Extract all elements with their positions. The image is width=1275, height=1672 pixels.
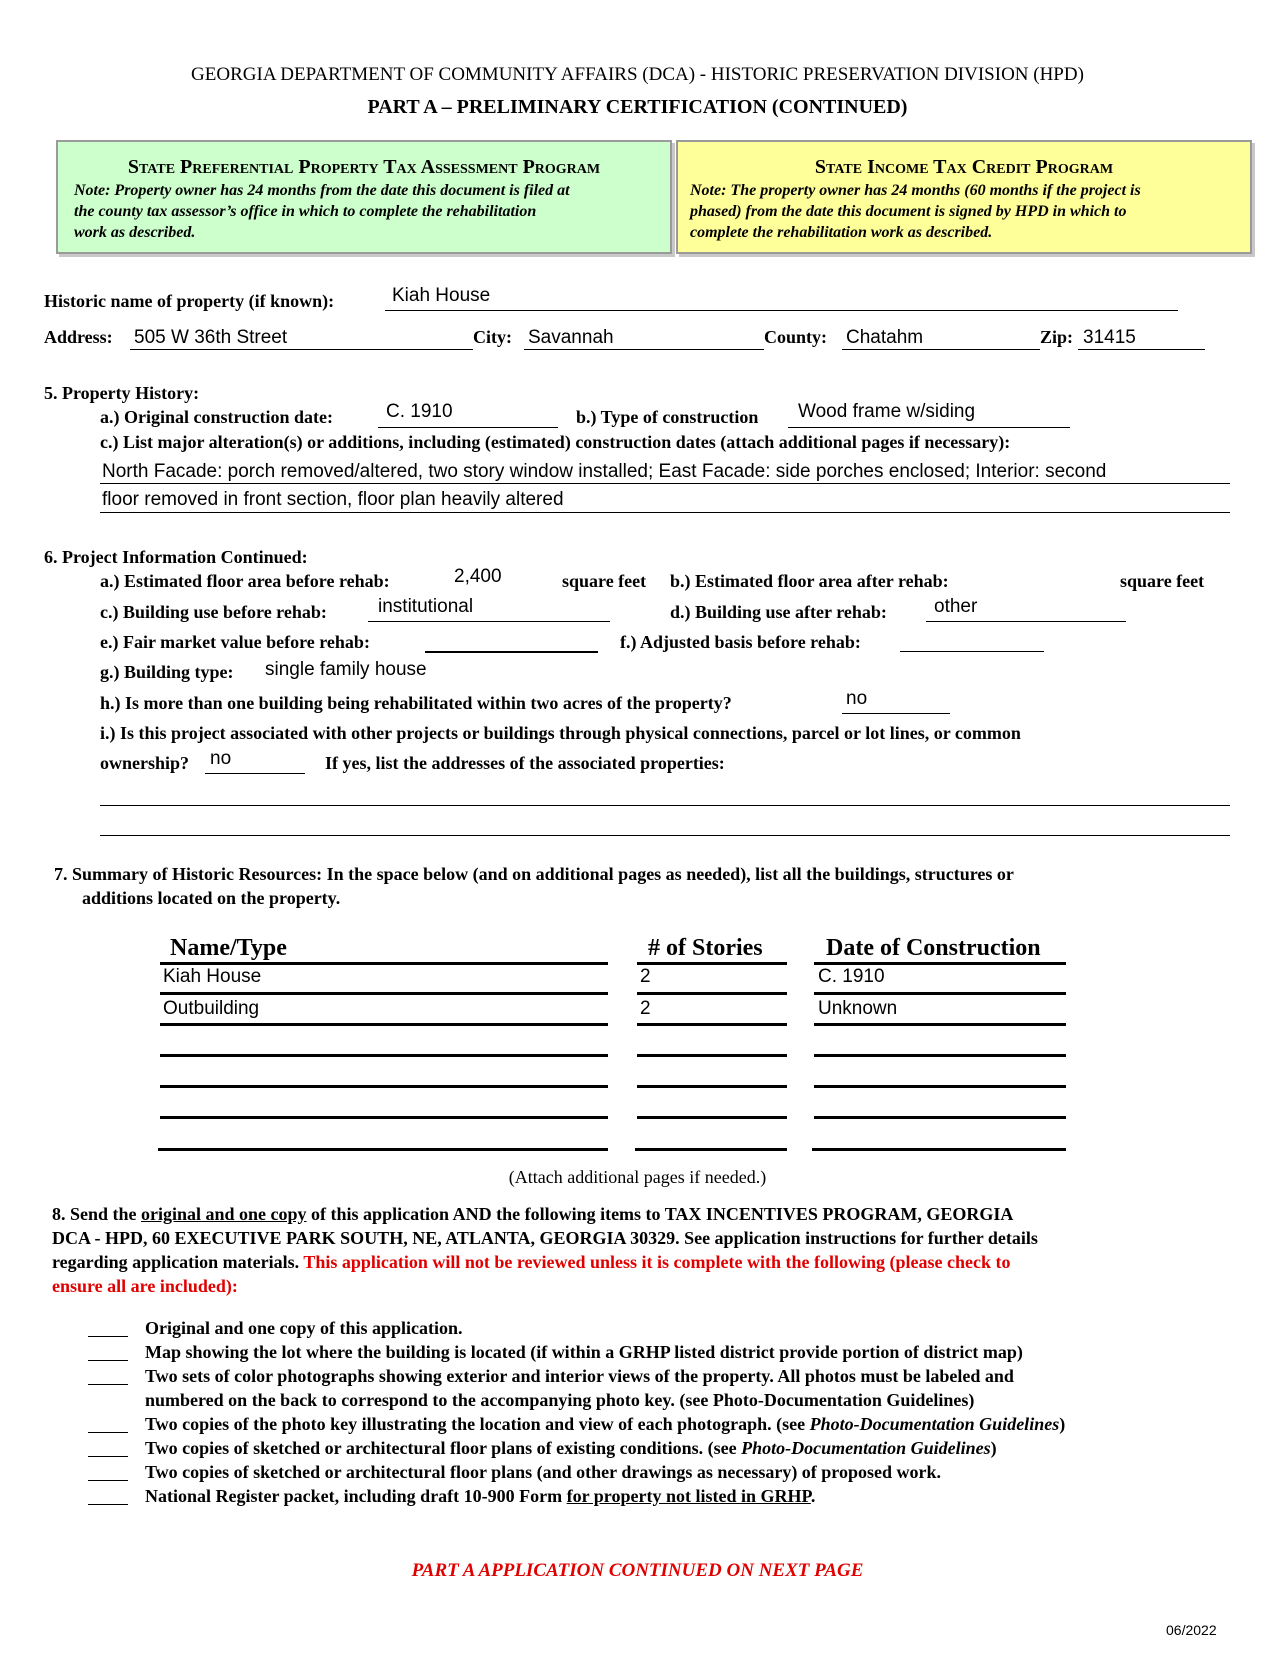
- ownership-label: ownership?: [100, 753, 190, 773]
- address-label: Address:: [44, 327, 113, 347]
- continued-notice: PART A APPLICATION CONTINUED ON NEXT PAGE: [411, 1560, 864, 1581]
- market-value-label: e.) Fair market value before rehab:: [100, 632, 370, 652]
- resource-name-1[interactable]: Kiah House: [163, 966, 262, 987]
- send-line2: DCA - HPD, 60 EXECUTIVE PARK SOUTH, NE, ATLANTA, GEORGIA 30329. See application instructions for further details: [52, 1228, 1038, 1248]
- send-line3-red: This application will not be reviewed unless it is complete with the following (please check to: [303, 1252, 1011, 1272]
- building-type-label: g.) Building type:: [100, 662, 234, 682]
- col-stories: # of Stories: [648, 935, 763, 961]
- send-line1: of this application AND the following items to TAX INCENTIVES PROGRAM, GEORGIA: [306, 1204, 1014, 1224]
- construction-date-field[interactable]: C. 1910: [386, 401, 453, 422]
- project-info-heading: 6. Project Information Continued:: [44, 547, 308, 567]
- preferential-assessment-title: State Preferential Property Tax Assessment Program: [127, 156, 601, 178]
- use-before-label: c.) Building use before rehab:: [100, 602, 327, 622]
- resource-date-1[interactable]: C. 1910: [818, 966, 885, 987]
- income-note-line1: Note: The property owner has 24 months (60 months if the project is: [690, 182, 1141, 199]
- multiple-buildings-field[interactable]: no: [846, 688, 868, 709]
- use-after-field[interactable]: other: [934, 596, 978, 617]
- square-feet-label-b: square feet: [1120, 571, 1205, 591]
- associated-address-line-1[interactable]: [100, 805, 1230, 806]
- checklist-item-5: Two copies of sketched or architectural floor plans of existing conditions. (see Photo-Documentation Guidelines): [145, 1438, 997, 1458]
- address-field[interactable]: 505 W 36th Street: [134, 327, 288, 348]
- use-after-label: d.) Building use after rehab:: [670, 602, 887, 622]
- checklist-item-3: Two sets of color photographs showing exterior and interior views of the property. All photos must be labeled and: [145, 1366, 1014, 1386]
- building-type-field[interactable]: single family house: [265, 659, 427, 680]
- associated-address-line-2[interactable]: [100, 835, 1230, 836]
- floor-area-after-label: b.) Estimated floor area after rehab:: [670, 571, 949, 591]
- resource-stories-1[interactable]: 2: [640, 966, 651, 987]
- send-line4-red: ensure all are included):: [52, 1276, 238, 1296]
- checkbox-line-4[interactable]: [88, 1432, 128, 1433]
- adjusted-basis-label: f.) Adjusted basis before rehab:: [620, 632, 861, 652]
- checklist-item-3-line2: numbered on the back to correspond to the accompanying photo key. (see Photo-Documentation Guidelines): [145, 1390, 975, 1410]
- construction-type-field[interactable]: Wood frame w/siding: [798, 401, 976, 422]
- col-name-type: Name/Type: [170, 935, 287, 961]
- historic-resources-heading: 7. Summary of Historic Resources: In the space below (and on additional pages as needed), list all the buildings, structures or: [54, 864, 1014, 884]
- checklist-item-7: National Register packet, including draft 10-900 Form for property not listed in GRHP.: [145, 1486, 816, 1506]
- preferential-note-line1: Note: Property owner has 24 months from the date this document is filed at: [74, 182, 570, 199]
- preferential-note-line3: work as described.: [74, 224, 196, 241]
- send-line3-black: regarding application materials.: [52, 1252, 304, 1272]
- attach-note: (Attach additional pages if needed.): [508, 1167, 767, 1187]
- checkbox-line-2[interactable]: [88, 1360, 128, 1361]
- checklist-item-1: Original and one copy of this application.: [145, 1318, 463, 1338]
- historic-resources-heading-line2: additions located on the property.: [82, 888, 341, 908]
- checkbox-line-5[interactable]: [88, 1456, 128, 1457]
- alterations-line2[interactable]: floor removed in front section, floor plan heavily altered: [102, 489, 564, 510]
- county-field[interactable]: Chatahm: [846, 327, 924, 348]
- col-date-construction: Date of Construction: [826, 935, 1041, 961]
- historic-name-field[interactable]: Kiah House: [392, 285, 491, 306]
- part-title: PART A – PRELIMINARY CERTIFICATION (CONTINUED): [367, 96, 908, 118]
- income-tax-credit-title: State Income Tax Credit Program: [814, 156, 1114, 178]
- send-underlined: original and one copy: [141, 1204, 307, 1224]
- checklist-item-6: Two copies of sketched or architectural floor plans (and other drawings as necessary) of proposed work.: [145, 1462, 941, 1482]
- agency-header: GEORGIA DEPARTMENT OF COMMUNITY AFFAIRS (DCA) - HISTORIC PRESERVATION DIVISION (HPD): [191, 64, 1084, 85]
- city-label: City:: [473, 327, 512, 347]
- checkbox-line-6[interactable]: [88, 1480, 128, 1481]
- zip-field[interactable]: 31415: [1083, 327, 1136, 348]
- multiple-buildings-label: h.) Is more than one building being rehabilitated within two acres of the property?: [100, 693, 732, 713]
- checklist-item-2: Map showing the lot where the building is located (if within a GRHP listed district provide portion of district map): [145, 1342, 1023, 1362]
- alterations-label: c.) List major alteration(s) or additions, including (estimated) construction dates (attach additional pages if necessary):: [100, 432, 1011, 452]
- county-label: County:: [764, 327, 828, 347]
- zip-label: Zip:: [1040, 327, 1074, 347]
- resource-name-2[interactable]: Outbuilding: [163, 998, 260, 1019]
- construction-date-label: a.) Original construction date:: [100, 407, 333, 427]
- associated-projects-label: i.) Is this project associated with other projects or buildings through physical connections, parcel or lot lines, or common: [100, 723, 1021, 743]
- preferential-assessment-box: [56, 140, 672, 254]
- revision-date: 06/2022: [1166, 1622, 1217, 1638]
- use-before-field[interactable]: institutional: [378, 596, 474, 617]
- construction-type-label: b.) Type of construction: [576, 407, 759, 427]
- send-prefix: 8. Send the: [52, 1204, 142, 1224]
- checkbox-line-1[interactable]: [88, 1336, 128, 1337]
- alterations-line1[interactable]: North Facade: porch removed/altered, two story window installed; East Facade: side porches enclosed; Interior: second: [102, 461, 1107, 482]
- resource-stories-2[interactable]: 2: [640, 998, 651, 1019]
- property-history-heading: 5. Property History:: [44, 383, 200, 403]
- income-tax-credit-box: [676, 140, 1252, 254]
- income-note-line3: complete the rehabilitation work as described.: [690, 224, 993, 241]
- checkbox-line-3[interactable]: [88, 1384, 128, 1385]
- floor-area-before-field[interactable]: 2,400: [454, 566, 502, 587]
- historic-name-label: Historic name of property (if known):: [44, 291, 335, 311]
- income-note-line2: phased) from the date this document is signed by HPD in which to: [690, 203, 1127, 220]
- square-feet-label-a: square feet: [562, 571, 647, 591]
- resource-date-2[interactable]: Unknown: [818, 998, 898, 1019]
- ownership-field[interactable]: no: [210, 748, 232, 769]
- checklist-item-4: Two copies of the photo key illustrating the location and view of each photograph. (see Photo-Documentation Guidelines): [145, 1414, 1066, 1434]
- checkbox-line-7[interactable]: [88, 1504, 128, 1505]
- preferential-note-line2: the county tax assessor’s office in which to complete the rehabilitation: [74, 203, 537, 220]
- associated-addresses-label: If yes, list the addresses of the associated properties:: [325, 753, 725, 773]
- floor-area-before-label: a.) Estimated floor area before rehab:: [100, 571, 390, 591]
- city-field[interactable]: Savannah: [528, 327, 614, 348]
